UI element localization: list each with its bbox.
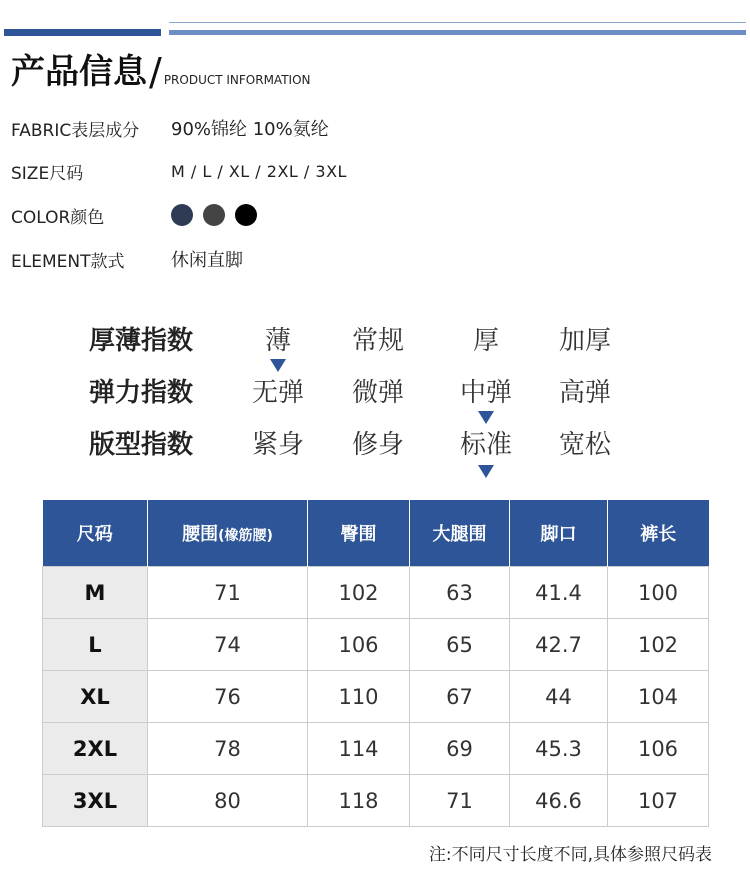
fit-option-1: 紧身	[251, 430, 304, 460]
header-waist-note: (橡筋腰)	[218, 528, 273, 544]
thickness-option-4: 加厚	[558, 326, 611, 356]
cell-hip: 102	[308, 567, 410, 619]
cell-leg-opening: 44	[510, 671, 608, 723]
cell-length: 100	[608, 567, 709, 619]
title-slash: /	[149, 50, 162, 94]
cell-waist: 76	[148, 671, 308, 723]
elasticity-option-2: 微弹	[351, 378, 404, 408]
fit-selected-marker	[478, 465, 494, 478]
elasticity-option-4: 高弹	[558, 378, 611, 408]
size-table	[42, 500, 709, 827]
info-row-element	[11, 247, 243, 271]
info-row-color	[11, 203, 257, 227]
size-label: SIZE尺码	[11, 163, 84, 184]
color-swatch-gray[interactable]	[203, 204, 225, 226]
cell-waist: 78	[148, 723, 308, 775]
cell-thigh: 65	[410, 619, 510, 671]
cell-length: 107	[608, 775, 709, 827]
thickness-option-1: 薄	[264, 326, 291, 356]
cell-leg-opening: 41.4	[510, 567, 608, 619]
size-note: 注:不同尺寸长度不同,具体参照尺码表	[428, 845, 712, 865]
table-row	[43, 619, 709, 671]
fit-index-label: 版型指数	[89, 430, 194, 460]
cell-length: 106	[608, 723, 709, 775]
elasticity-selected-marker	[478, 411, 494, 424]
row-size: M	[43, 567, 148, 619]
fabric-label: FABRIC表层成分	[11, 120, 140, 141]
cell-thigh: 63	[410, 567, 510, 619]
row-size: 3XL	[43, 775, 148, 827]
title-english: PRODUCT INFORMATION	[163, 73, 311, 87]
cell-leg-opening: 42.7	[510, 619, 608, 671]
table-row	[43, 567, 709, 619]
color-label: COLOR颜色	[11, 207, 105, 228]
cell-hip: 114	[308, 723, 410, 775]
cell-hip: 106	[308, 619, 410, 671]
cell-length: 102	[608, 619, 709, 671]
header-length: 裤长	[608, 500, 709, 567]
cell-hip: 118	[308, 775, 410, 827]
thickness-selected-marker	[270, 359, 286, 372]
thickness-index-label: 厚薄指数	[89, 326, 194, 356]
cell-thigh: 69	[410, 723, 510, 775]
header-rule-bar	[169, 30, 746, 35]
table-row	[43, 775, 709, 827]
element-value: 休闲直脚	[171, 250, 243, 271]
fit-option-2: 修身	[351, 430, 404, 460]
header-rule-thin	[169, 22, 746, 23]
color-swatches	[171, 204, 257, 226]
cell-thigh: 67	[410, 671, 510, 723]
elasticity-option-3: 中弹	[459, 378, 512, 408]
thickness-option-2: 常规	[351, 326, 404, 356]
table-row	[43, 723, 709, 775]
header-accent-bar	[4, 29, 161, 36]
cell-waist: 71	[148, 567, 308, 619]
section-title	[11, 46, 311, 92]
cell-length: 104	[608, 671, 709, 723]
cell-leg-opening: 46.6	[510, 775, 608, 827]
cell-waist: 74	[148, 619, 308, 671]
elasticity-option-1: 无弹	[251, 378, 304, 408]
table-row	[43, 671, 709, 723]
info-row-size	[11, 159, 347, 183]
elasticity-index-label: 弹力指数	[89, 378, 194, 408]
cell-leg-opening: 45.3	[510, 723, 608, 775]
header-thigh: 大腿围	[410, 500, 510, 567]
color-swatch-navy[interactable]	[171, 204, 193, 226]
header-leg-opening: 脚口	[510, 500, 608, 567]
element-label: ELEMENT款式	[11, 251, 125, 272]
size-value: M / L / XL / 2XL / 3XL	[171, 161, 347, 181]
title-chinese: 产品信息	[11, 52, 147, 92]
cell-thigh: 71	[410, 775, 510, 827]
row-size: XL	[43, 671, 148, 723]
row-size: 2XL	[43, 723, 148, 775]
cell-hip: 110	[308, 671, 410, 723]
thickness-option-3: 厚	[472, 326, 499, 356]
header-size: 尺码	[43, 500, 148, 567]
fabric-value: 90%锦纶 10%氨纶	[171, 119, 329, 140]
info-row-fabric	[11, 116, 329, 140]
header-hip: 臀围	[308, 500, 410, 567]
header-waist: 腰围(橡筋腰)	[148, 500, 308, 567]
color-swatch-black[interactable]	[235, 204, 257, 226]
row-size: L	[43, 619, 148, 671]
fit-option-3: 标准	[459, 430, 512, 460]
cell-waist: 80	[148, 775, 308, 827]
size-table-header	[43, 500, 709, 567]
fit-option-4: 宽松	[558, 430, 611, 460]
